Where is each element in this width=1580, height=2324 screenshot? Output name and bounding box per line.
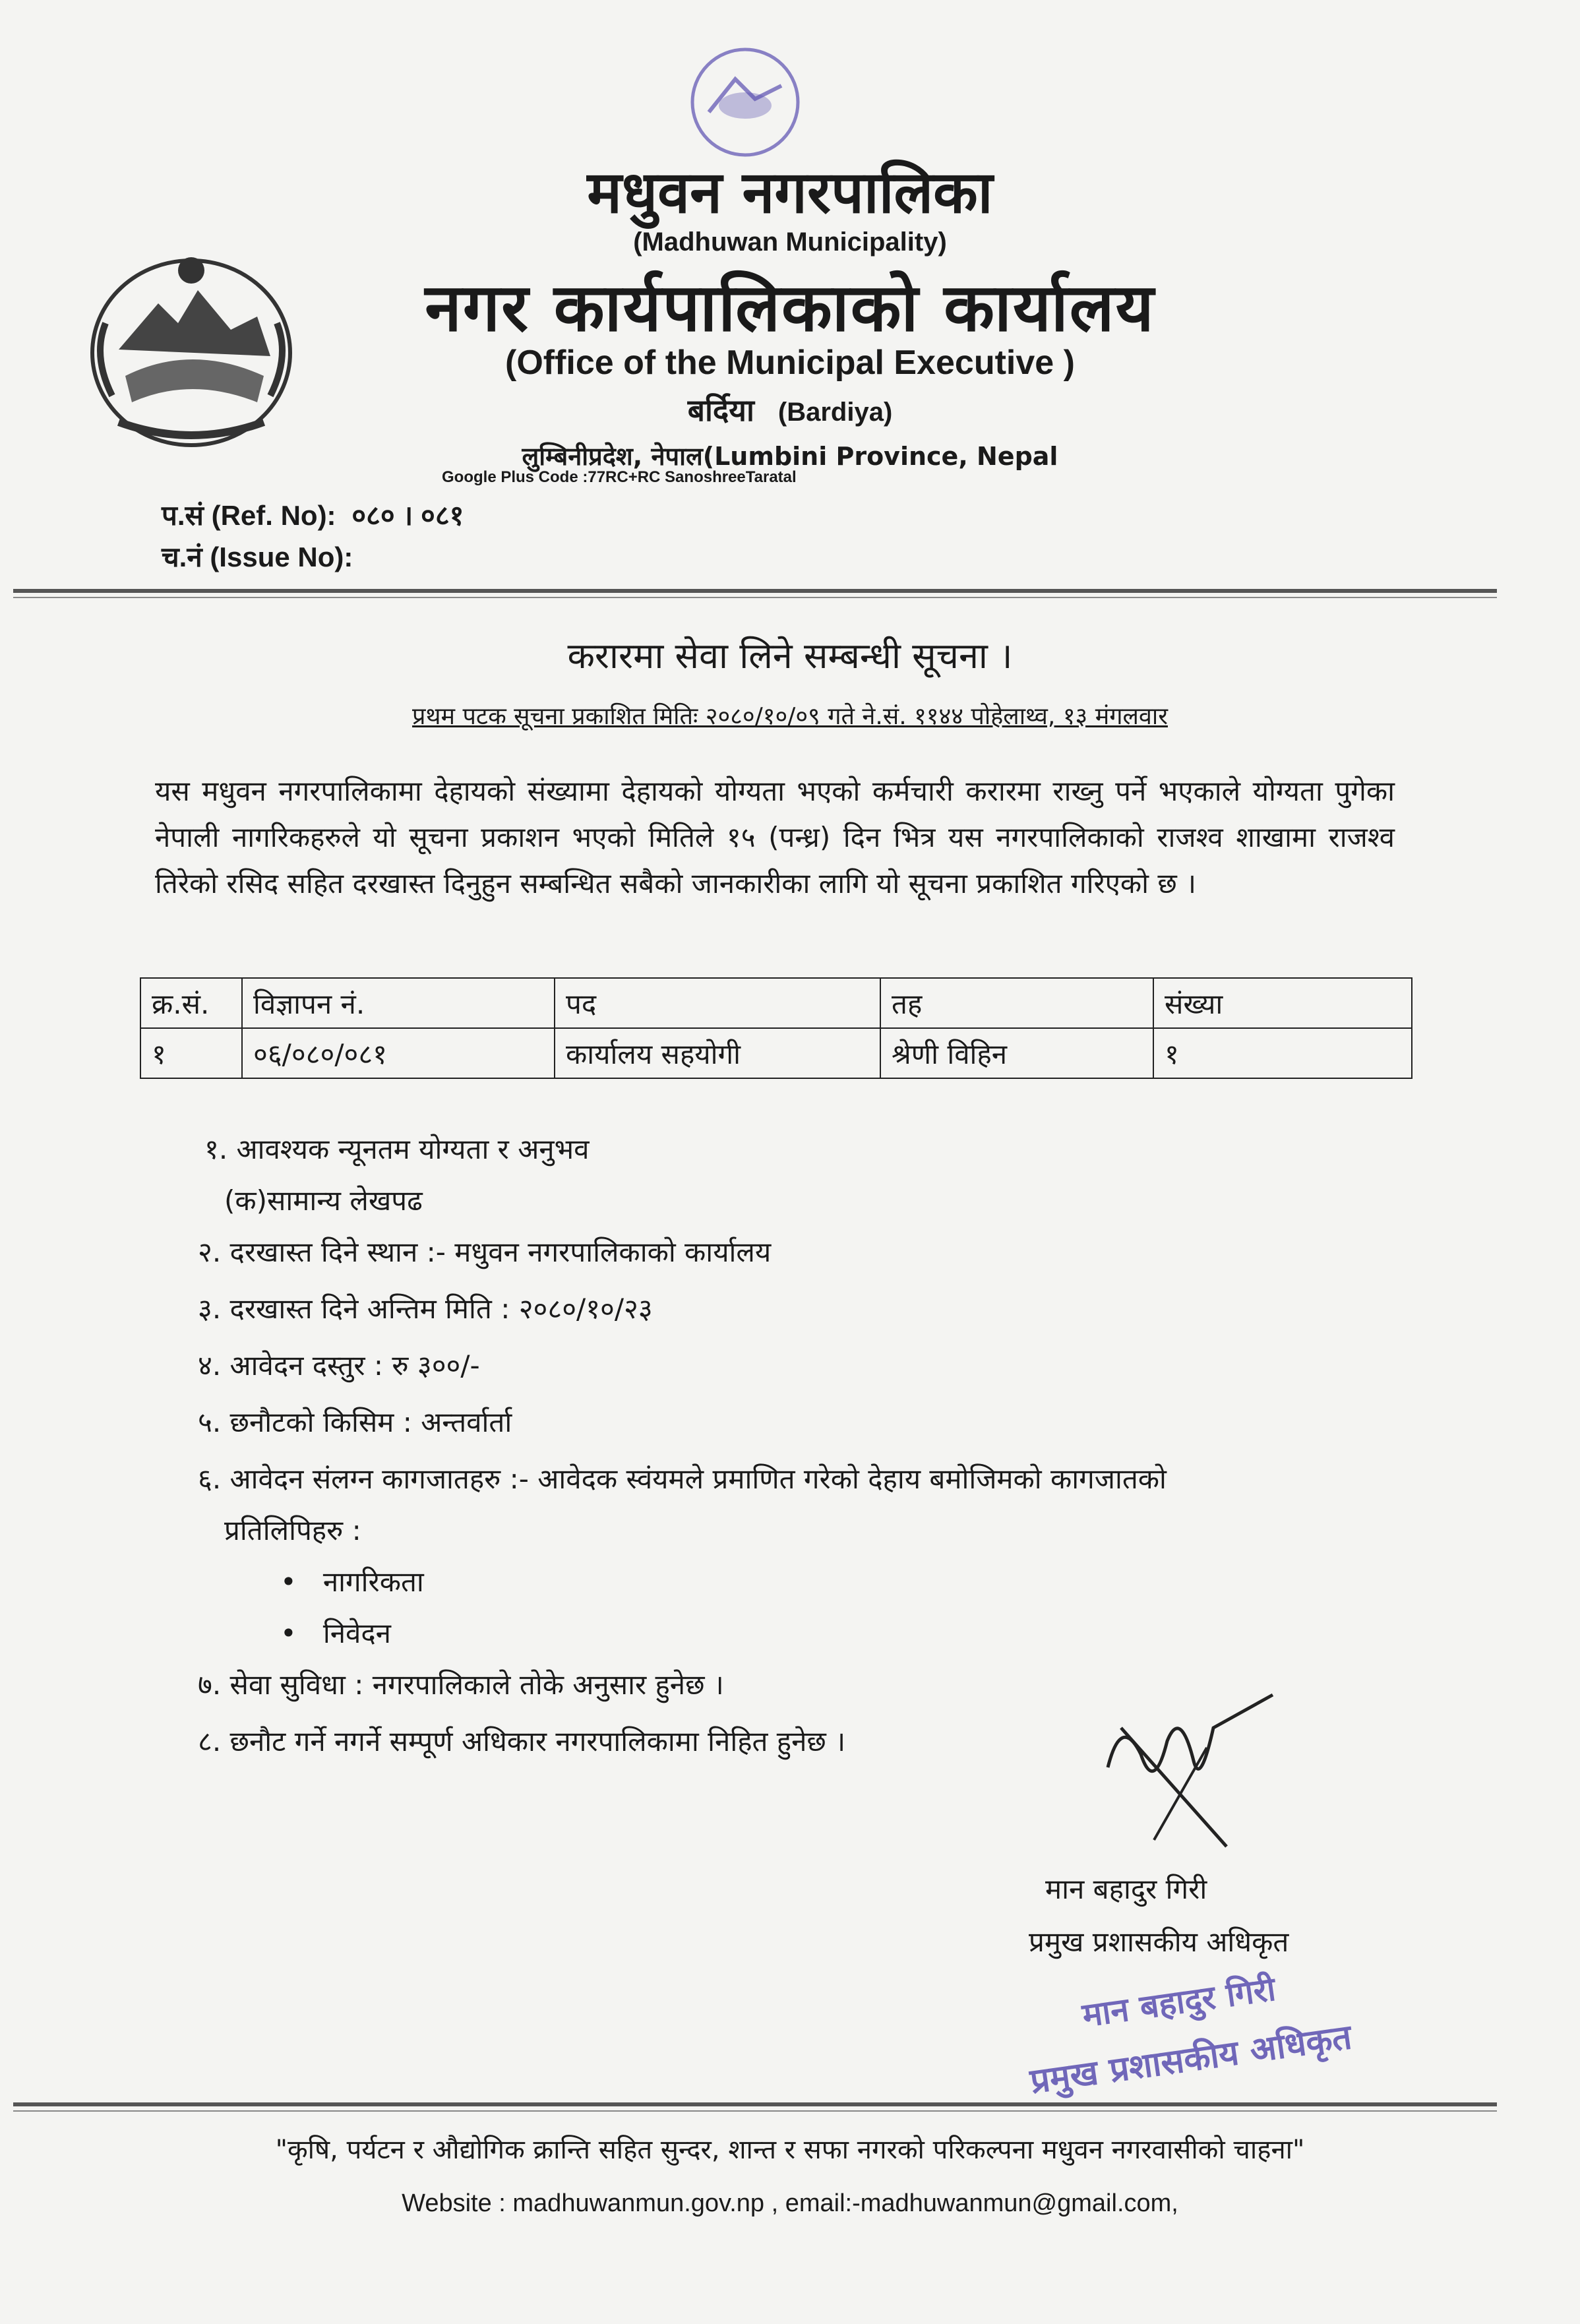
table-row xyxy=(140,1028,1412,1078)
stamp-name: मान बहादुर गिरी xyxy=(1079,1969,1278,2035)
issue-number xyxy=(162,537,353,575)
conditions-list xyxy=(171,1121,1424,1770)
cell-post: कार्यालय सहयोगी xyxy=(555,1028,880,1078)
footer-divider-thin xyxy=(13,2110,1497,2112)
ref-number xyxy=(162,496,464,534)
signature xyxy=(1081,1688,1292,1853)
notice-title: करारमा सेवा लिने सम्बन्धी सूचना । xyxy=(567,635,1013,677)
bullet-item xyxy=(171,1610,1424,1657)
signatory-name: मान बहादुर गिरी xyxy=(1045,1873,1207,1905)
municipality-name: मधुवन नगरपालिका xyxy=(587,158,993,226)
col-header-post: पद xyxy=(555,978,880,1028)
cell-sn: १ xyxy=(140,1028,242,1078)
col-header-level: तह xyxy=(880,978,1153,1028)
district-name-en: (Bardiya) xyxy=(777,398,893,427)
ref-label: प.सं (Ref. No): xyxy=(162,500,336,531)
footer-slogan: "कृषि, पर्यटन र औद्योगिक क्रान्ति सहित सुन्दर, शान्त र सफा नगरको परिकल्पना मधुवन नगरवासीको चाहना" xyxy=(275,2135,1305,2165)
list-item-sub: (क)सामान्य लेखपढ xyxy=(224,1184,423,1217)
cell-advert-no: ०६/०८०/०८१ xyxy=(242,1028,555,1078)
list-item: ५. छनौटको किसिम : अन्तर्वार्ता xyxy=(198,1406,512,1438)
notice-publish-date: प्रथम पटक सूचना प्रकाशित मितिः २०८०/१०/०९ गते ने.सं. ११४४ पोहेलाथ्व, १३ मंगलवार xyxy=(412,703,1168,730)
bullet-icon: • xyxy=(280,1566,323,1598)
vacancy-table xyxy=(140,977,1413,1079)
list-item: ८. छनौट गर्ने नगर्ने सम्पूर्ण अधिकार नगरपालिकामा निहित हुनेछ । xyxy=(198,1725,846,1758)
notice-subtitle xyxy=(0,699,1580,731)
municipality-name-en: (Madhuwan Municipality) xyxy=(633,228,947,257)
google-plus-code: Google Plus Code :77RC+RC SanoshreeTaratal xyxy=(442,468,797,486)
issue-label: च.नं (Issue No): xyxy=(162,541,353,572)
col-header-count: संख्या xyxy=(1153,978,1412,1028)
footer-divider xyxy=(13,2102,1497,2106)
office-name: नगर कार्यपालिकाको कार्यालय xyxy=(425,269,1155,346)
cell-level: श्रेणी विहिन xyxy=(880,1028,1153,1078)
list-item: २. दरखास्त दिने स्थान :- मधुवन नगरपालिकाको कार्यालय xyxy=(198,1236,772,1268)
district xyxy=(0,389,1580,430)
bullet-text: निवेदन xyxy=(322,1617,391,1649)
col-header-sn: क्र.सं. xyxy=(140,978,242,1028)
bullet-icon: • xyxy=(280,1617,323,1649)
list-item: ७. सेवा सुविधा : नगरपालिकाले तोके अनुसार हुनेछ । xyxy=(198,1668,724,1701)
header-divider-thin xyxy=(13,597,1497,598)
table-header-row xyxy=(140,978,1412,1028)
list-item: १. आवश्यक न्यूनतम योग्यता र अनुभव xyxy=(204,1133,590,1165)
header-divider xyxy=(13,589,1497,593)
list-item-cont: प्रतिलिपिहरु : xyxy=(224,1514,361,1546)
bullet-text: नागरिकता xyxy=(322,1566,424,1598)
ref-value: ०८० । ०८१ xyxy=(351,500,464,531)
district-name: बर्दिया xyxy=(687,392,754,428)
list-item: ६. आवेदन संलग्न कागजातहरु :- आवेदक स्वंयमले प्रमाणित गरेको देहाय बमोजिमको कागजातको xyxy=(198,1463,1167,1495)
col-header-advert-no: विज्ञापन नं. xyxy=(242,978,555,1028)
bullet-item xyxy=(171,1554,1424,1610)
cell-count: १ xyxy=(1153,1028,1412,1078)
signatory-title: प्रमुख प्रशासकीय अधिकृत xyxy=(1029,1926,1289,1958)
stamp-title: प्रमुख प्रशासकीय अधिकृत xyxy=(1027,2017,1354,2102)
footer-contact: Website : madhuwanmun.gov.np , email:-madhuwanmun@gmail.com, xyxy=(402,2189,1178,2217)
list-item: ४. आवेदन दस्तुर : रु ३००/- xyxy=(198,1349,480,1382)
list-item: ३. दरखास्त दिने अन्तिम मिति : २०८०/१०/२३ xyxy=(198,1293,653,1325)
office-name-en: (Office of the Municipal Executive ) xyxy=(505,344,1075,382)
notice-paragraph: यस मधुवन नगरपालिकामा देहायको संख्यामा देहायको योग्यता भएको कर्मचारी करारमा राख्नु पर्ने भएकाले योग्यता पुगेका नेपाली नागरिकहरुले यो सूचना प्रकाशन भएको मितिले १५ (पन्ध्र) दिन भित्र यस नगरपालिकाको राजश्व शाखामा राजश्व तिरेको रसिद सहित दरखास्त दिनुहुन सम्बन्धित सबैको जानकारीका लागि यो सूचना प्रकाशित गरिएको छ । xyxy=(155,775,1395,900)
address: लुम्बिनीप्रदेश, नेपाल(Lumbini Province, Nepal xyxy=(522,442,1058,471)
